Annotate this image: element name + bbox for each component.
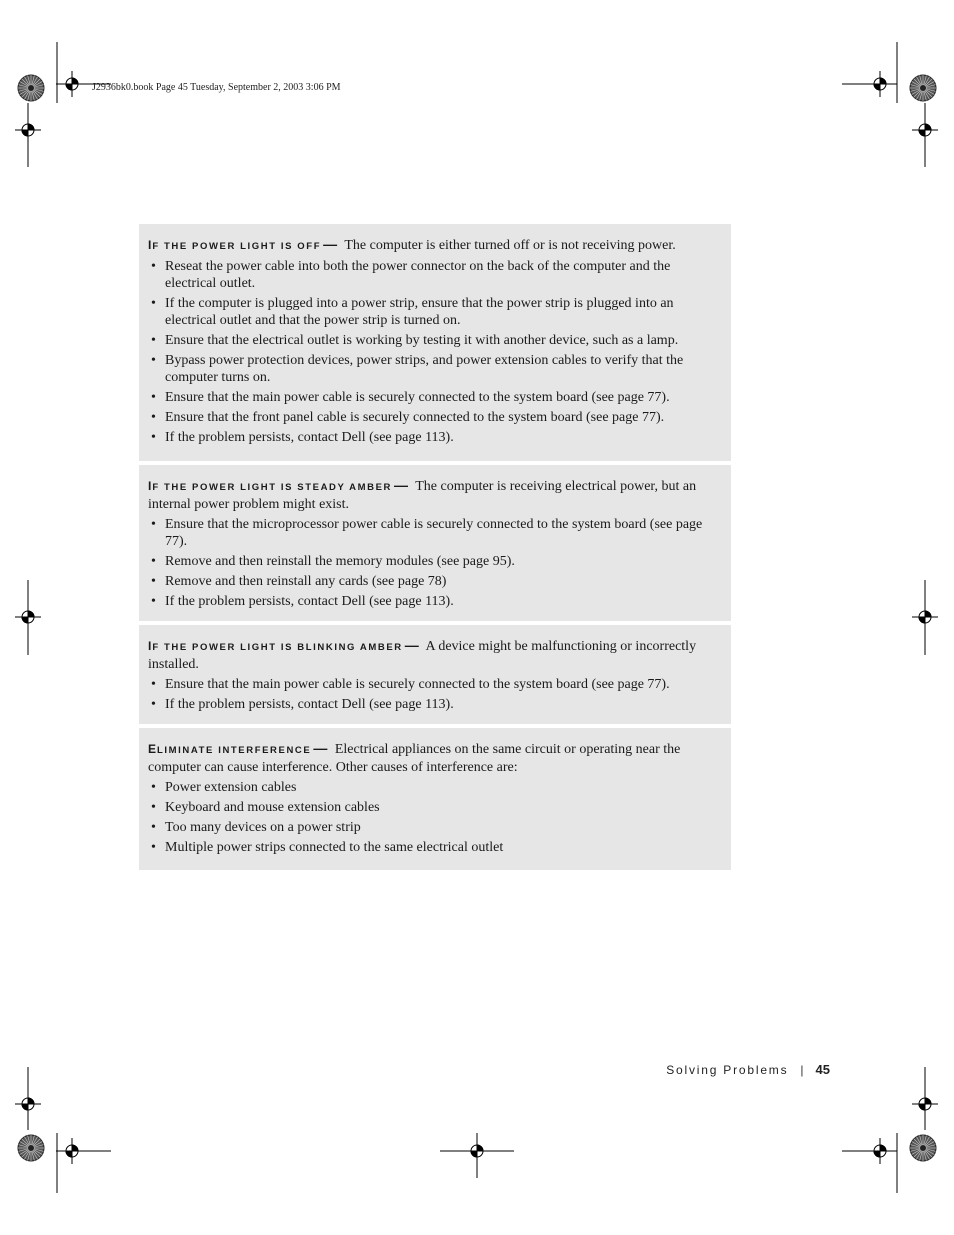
section-intro: IF THE POWER LIGHT IS BLINKING AMBER — A device might be malfunctioning or incorrectly installed. [148, 637, 697, 672]
section-heading: IF THE POWER LIGHT IS STEADY AMBER [148, 479, 392, 493]
footer-section-name: Solving Problems [666, 1063, 789, 1077]
registration-starburst-icon [910, 75, 936, 101]
list-item: • Bypass power protection devices, power strips, and power extension cables to verify that the computer turns on. [148, 352, 719, 386]
section-heading: IF THE POWER LIGHT IS BLINKING AMBER [148, 639, 403, 653]
registration-starburst-icon [18, 75, 44, 101]
list-item: • Remove and then reinstall the memory modules (see page 95). [148, 553, 719, 570]
list-item: • If the problem persists, contact Dell (see page 113). [148, 696, 719, 713]
section-eliminate-interference [139, 728, 731, 870]
bullet-list [148, 516, 719, 610]
bullet-list [148, 676, 719, 713]
registration-starburst-icon [18, 1135, 44, 1161]
list-item: • If the computer is plugged into a power strip, ensure that the power strip is plugged into an electrical outlet and that the power strip is turned on. [148, 295, 719, 329]
page-footer [666, 1062, 830, 1077]
section-intro: ELIMINATE INTERFERENCE — Electrical appliances on the same circuit or operating near the computer can cause interference. Other causes of interference are: [148, 740, 681, 775]
list-item: • Keyboard and mouse extension cables [148, 799, 719, 816]
list-item: • Ensure that the front panel cable is securely connected to the system board (see page 77). [148, 409, 719, 426]
list-item: • Ensure that the main power cable is securely connected to the system board (see page 77). [148, 389, 719, 406]
list-item: • Ensure that the main power cable is securely connected to the system board (see page 77). [148, 676, 719, 693]
list-item: • If the problem persists, contact Dell (see page 113). [148, 429, 719, 446]
footer-separator: | [800, 1063, 804, 1077]
section-power-light-off [139, 224, 731, 461]
section-heading: ELIMINATE INTERFERENCE [148, 742, 312, 756]
registration-starburst-icon [910, 1135, 936, 1161]
section-intro: IF THE POWER LIGHT IS OFF — The computer is either turned off or is not receiving power. [148, 236, 676, 253]
list-item: • Remove and then reinstall any cards (see page 78) [148, 573, 719, 590]
list-item: • Multiple power strips connected to the same electrical outlet [148, 839, 719, 856]
bullet-list [148, 258, 719, 446]
list-item: • Ensure that the microprocessor power cable is securely connected to the system board (see page 77). [148, 516, 719, 550]
page-number: 45 [815, 1062, 830, 1077]
list-item: • If the problem persists, contact Dell (see page 113). [148, 593, 719, 610]
section-power-light-steady-amber [139, 465, 731, 621]
section-power-light-blinking-amber [139, 625, 731, 724]
section-heading: IF THE POWER LIGHT IS OFF [148, 238, 322, 252]
list-item: • Reseat the power cable into both the power connector on the back of the computer and the electrical outlet. [148, 258, 719, 292]
bullet-list [148, 779, 719, 856]
print-info-header: J2936bk0.book Page 45 Tuesday, September 2, 2003 3:06 PM [92, 82, 341, 93]
section-intro: IF THE POWER LIGHT IS STEADY AMBER — The computer is receiving electrical power, but an internal power problem might exist. [148, 477, 697, 512]
list-item: • Power extension cables [148, 779, 719, 796]
list-item: • Ensure that the electrical outlet is working by testing it with another device, such as a lamp. [148, 332, 719, 349]
list-item: • Too many devices on a power strip [148, 819, 719, 836]
